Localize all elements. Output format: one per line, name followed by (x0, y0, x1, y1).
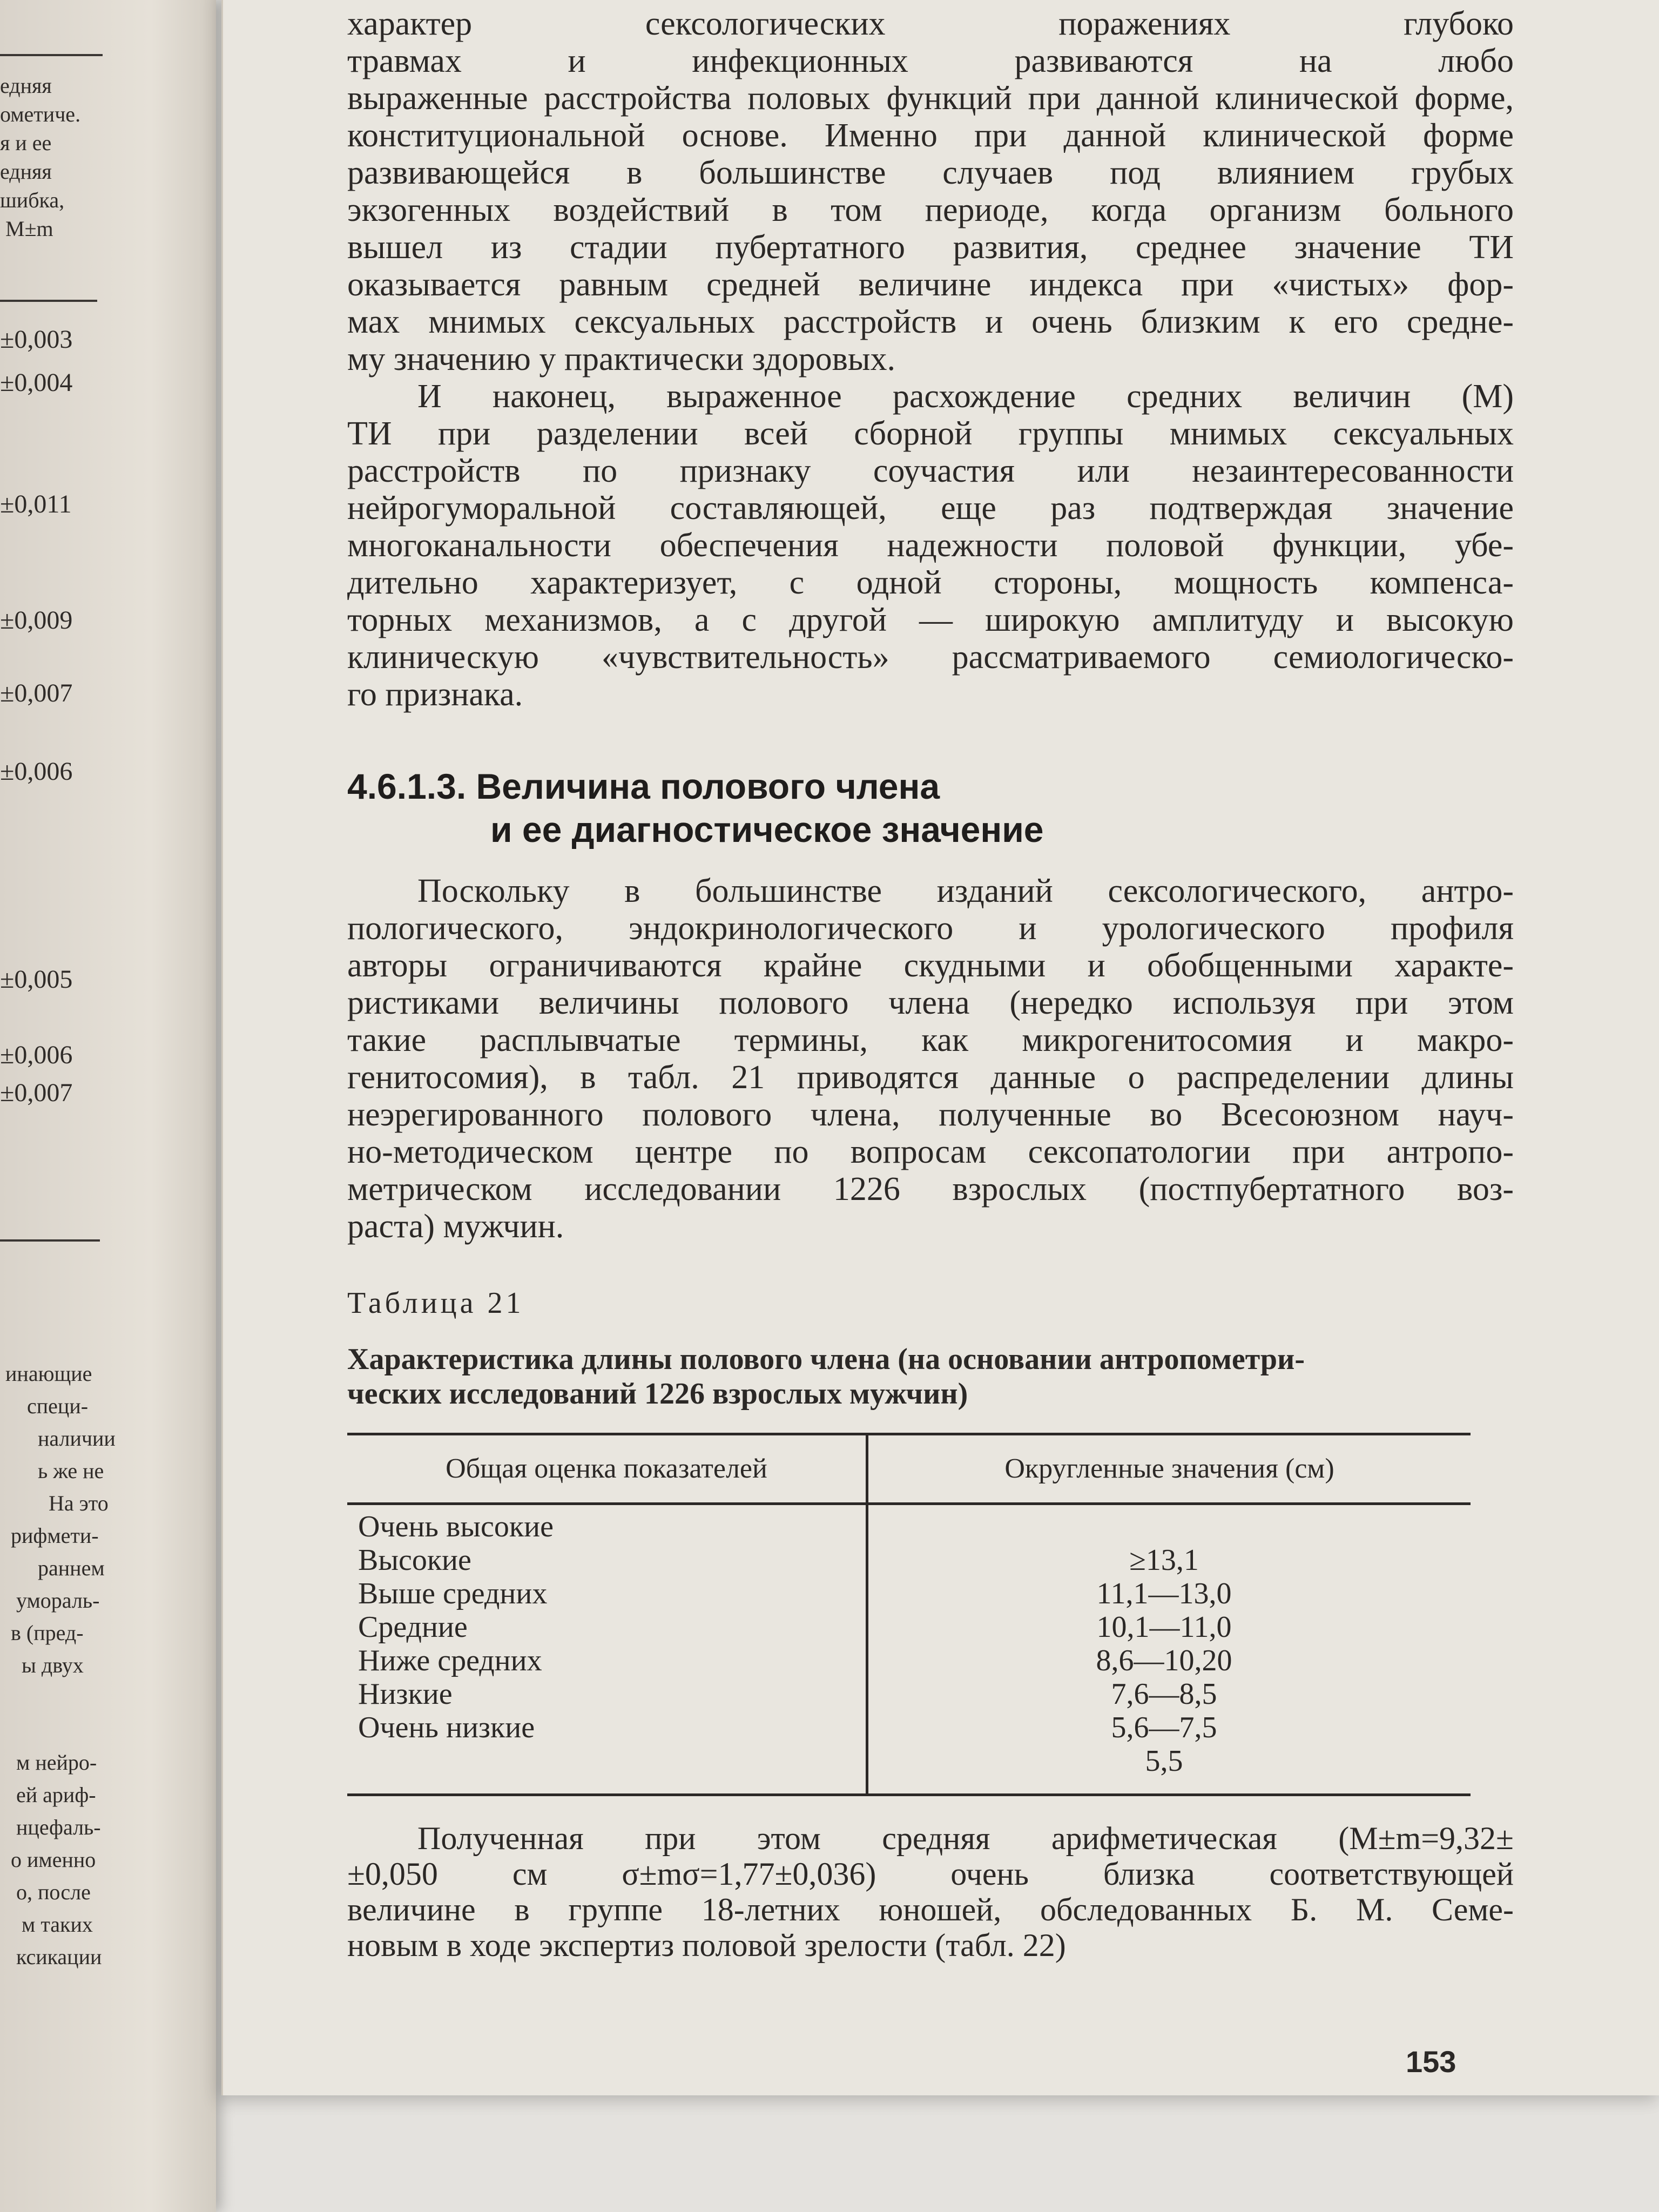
left-text-line: ы двух (22, 1653, 84, 1677)
text-line: метрическом исследовании 1226 взрослых (постпубертатного воз- (347, 1171, 1514, 1208)
left-text-line: ь же не (38, 1459, 104, 1483)
text-line: Полученная при этом средняя арифметическая (M±m=9,32± (417, 1820, 1514, 1856)
paragraph-intro (347, 873, 1514, 1245)
values-column (867, 1504, 1471, 1795)
left-text-line: специ- (27, 1394, 89, 1418)
value-cell: ≥13,1 (1129, 1543, 1199, 1577)
book-page (221, 0, 1659, 2095)
left-value: ±0,007 (0, 679, 73, 707)
text-line: вышел из стадии пубертатного развития, среднее значение ТИ (347, 229, 1514, 266)
text-line: неэрегированного полового члена, полученные во Всесоюзном науч- (347, 1096, 1514, 1133)
text-line: авторы ограничиваются крайне скудными и обобщенными характе- (347, 947, 1514, 984)
text-line: ристиками величины полового члена (нередко используя при этом (347, 984, 1514, 1021)
text-line: выраженные расстройства половых функций при данной клинической форме, (347, 80, 1514, 117)
value-cell: 5,6—7,5 (1111, 1711, 1217, 1744)
text-line: новым в ходе экспертиз половой зрелости (табл. 22) (347, 1927, 1066, 1963)
left-header-line: шибка, (0, 188, 65, 212)
left-header-line: M±m (5, 217, 53, 241)
text-column (347, 0, 1514, 1963)
left-text-line: нцефаль- (16, 1815, 101, 1839)
left-header-line: ометиче. (0, 102, 81, 126)
left-text-line: рифмети- (11, 1523, 99, 1548)
assessment-column (347, 1504, 867, 1795)
left-text-line: раннем (38, 1556, 105, 1580)
text-line: экзогенных воздействий в том периоде, когда организм больного (347, 192, 1514, 228)
section-heading-line-2: и ее диагностическое значение (490, 810, 1044, 849)
text-line: травмах и инфекционных развиваются на любо (347, 43, 1514, 79)
column-header-values: Округленные значения (см) (867, 1434, 1471, 1504)
category-cell: Выше средних (358, 1577, 548, 1610)
value-cell: 5,5 (1145, 1744, 1183, 1778)
left-table-bottom-rule (0, 1239, 100, 1242)
section-heading (347, 765, 1514, 851)
left-text-line: ксикации (16, 1945, 102, 1969)
paragraph-conclusion (347, 378, 1514, 713)
text-line: раста) мужчин. (347, 1208, 564, 1245)
left-text-line: инающие (5, 1361, 92, 1386)
text-line: дительно характеризует, с одной стороны, мощность компенса- (347, 564, 1514, 601)
text-line: му значению у практически здоровых. (347, 341, 896, 377)
left-text-line: в (пред- (11, 1621, 84, 1645)
text-line: такие расплывчатые термины, как микрогенитосомия и макро- (347, 1022, 1514, 1058)
text-line: оказывается равным средней величине индекса при «чистых» фор- (347, 266, 1514, 303)
text-line: генитосомия), в табл. 21 приводятся данные о распределении длины (347, 1059, 1514, 1096)
table-row (347, 1504, 1471, 1795)
left-text-line: наличии (38, 1426, 116, 1451)
text-line: величине в группе 18-летних юношей, обследованных Б. М. Семе- (347, 1892, 1514, 1927)
text-line: ТИ при разделении всей сборной группы мнимых сексуальных (347, 415, 1514, 452)
section-heading-line-1: 4.6.1.3. Величина полового члена (347, 766, 940, 806)
text-line: нейрогуморальной составляющей, еще раз подтверждая значение (347, 490, 1514, 527)
table-header-row (347, 1434, 1471, 1504)
left-value: ±0,005 (0, 965, 73, 994)
category-cell: Низкие (358, 1677, 453, 1711)
table-title (347, 1342, 1514, 1411)
left-text-line: о именно (11, 1847, 96, 1872)
text-line: но-методическом центре по вопросам сексопатологии при антропо- (347, 1134, 1514, 1170)
paragraph-continued (347, 5, 1514, 378)
table-title-line-2: ческих исследований 1226 взрослых мужчин) (347, 1377, 968, 1411)
left-header-line: я и ее (0, 131, 52, 155)
table-label: Таблица 21 (347, 1286, 524, 1320)
category-cell: Средние (358, 1610, 468, 1644)
value-cell: 10,1—11,0 (1096, 1610, 1232, 1644)
text-line: ±0,050 см σ±mσ=1,77±0,036) очень близка соответствующей (347, 1856, 1514, 1892)
left-value: ±0,011 (0, 490, 72, 518)
text-line: конституциональной основе. Именно при данной клинической форме (347, 117, 1514, 154)
value-cell: 7,6—8,5 (1111, 1677, 1217, 1711)
text-line: развивающейся в большинстве случаев под влиянием грубых (347, 154, 1514, 191)
column-header-assessment: Общая оценка показателей (347, 1434, 867, 1504)
category-cell: Очень высокие (358, 1510, 554, 1543)
left-table-header-rule (0, 300, 97, 302)
left-text-line: умораль- (16, 1588, 100, 1613)
left-text-line: На это (49, 1491, 109, 1515)
paragraph-result (347, 1820, 1514, 1963)
left-value: ±0,004 (0, 368, 73, 397)
text-line: клиническую «чувствительность» рассматриваемого семиологическо- (347, 639, 1514, 676)
category-cell: Очень низкие (358, 1711, 535, 1744)
text-line: И наконец, выраженное расхождение средних величин (М) (417, 378, 1514, 415)
left-text-line: о, после (16, 1880, 91, 1904)
left-value: ±0,007 (0, 1078, 73, 1107)
left-header-line: едняя (0, 73, 52, 98)
category-cell: Ниже средних (358, 1644, 542, 1677)
data-table (347, 1433, 1471, 1796)
left-text-line: м таких (22, 1912, 93, 1937)
value-cell: 11,1—13,0 (1096, 1577, 1232, 1610)
text-line: мах мнимых сексуальных расстройств и очень близким к его средне- (347, 304, 1514, 340)
value-cell: 8,6—10,20 (1096, 1644, 1232, 1677)
table-title-line-1: Характеристика длины полового члена (на основании антропометри- (347, 1343, 1305, 1376)
page-number: 153 (1406, 2045, 1456, 2079)
text-line: пологического, эндокринологического и урологического профиля (347, 910, 1514, 947)
left-header-line: едняя (0, 159, 52, 184)
left-value: ±0,006 (0, 757, 73, 786)
category-cell: Высокие (358, 1543, 471, 1577)
previous-page-fragment (0, 0, 216, 2212)
left-table-top-rule (0, 54, 103, 56)
left-value: ±0,006 (0, 1041, 73, 1069)
text-line: го признака. (347, 676, 523, 713)
text-line: Поскольку в большинстве изданий сексологического, антро- (417, 873, 1514, 909)
left-value: ±0,003 (0, 325, 73, 354)
text-line: расстройств по признаку соучастия или незаинтересованности (347, 453, 1514, 489)
text-line: торных механизмов, а с другой — широкую амплитуду и высокую (347, 602, 1514, 638)
left-text-line: ей ариф- (16, 1783, 96, 1807)
left-value: ±0,009 (0, 606, 73, 635)
text-line: многоканальности обеспечения надежности половой функции, убе- (347, 527, 1514, 564)
text-line: характер сексологических поражениях глубоко (347, 5, 1514, 42)
left-text-line: м нейро- (16, 1750, 97, 1775)
